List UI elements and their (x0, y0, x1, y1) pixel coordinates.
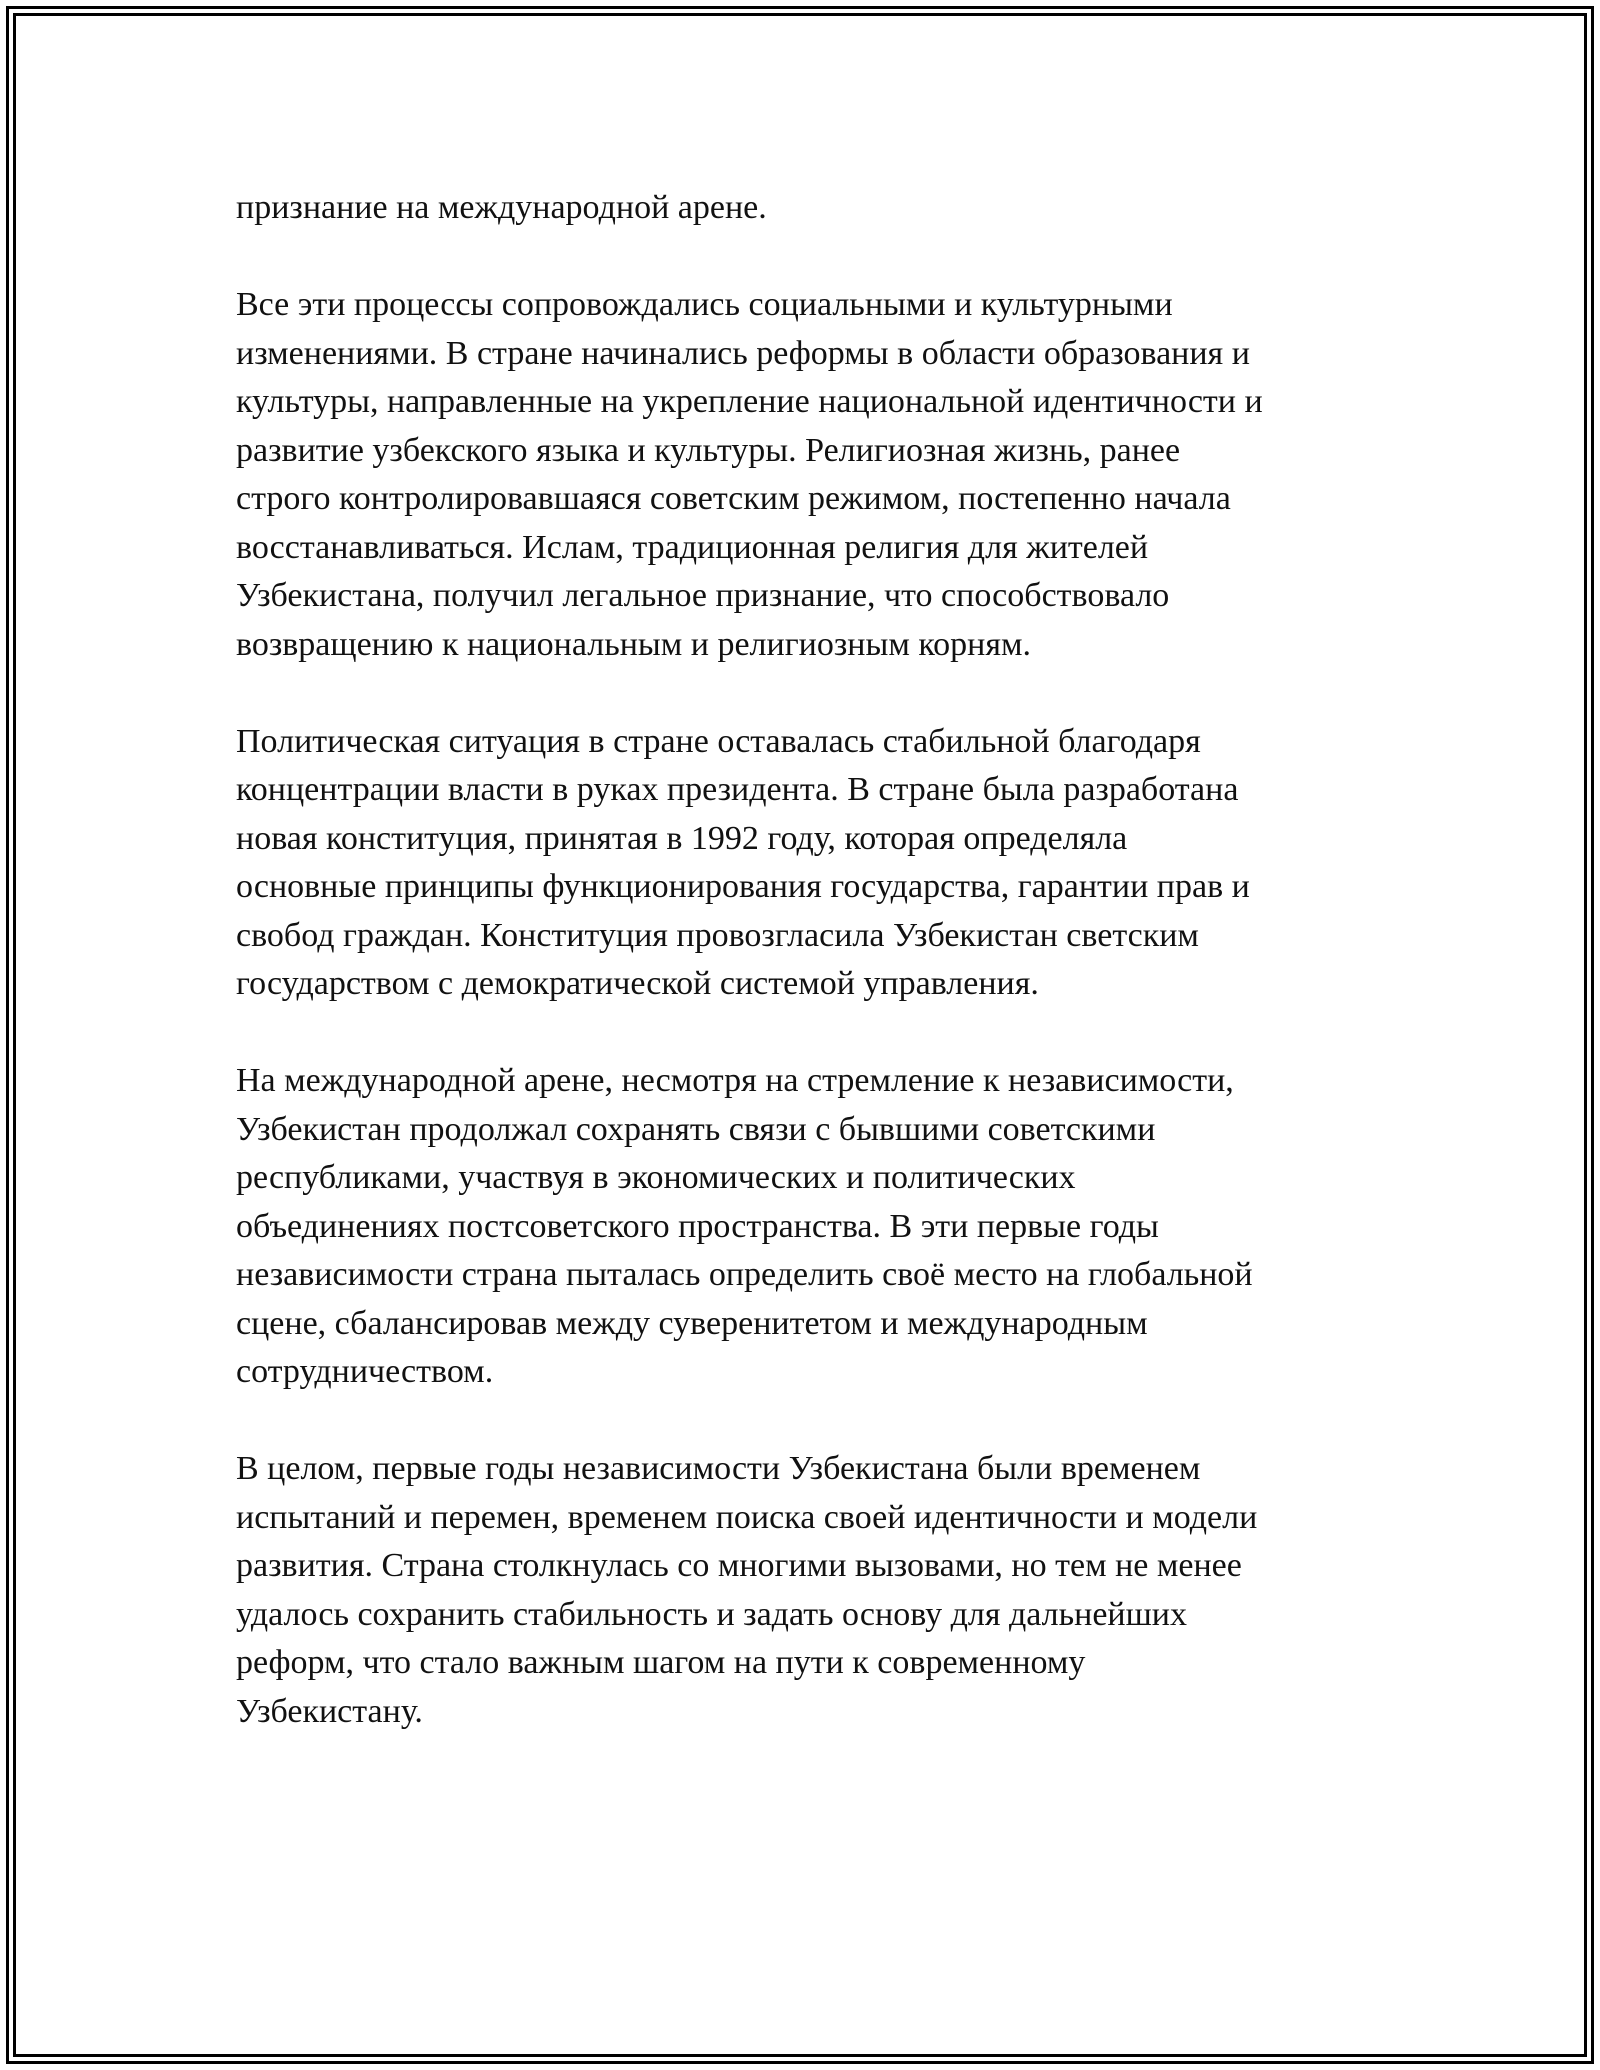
text-line: сотрудничеством. (236, 1353, 494, 1390)
text-line: развитие узбекского языка и культуры. Религиозная жизнь, ранее (236, 431, 1181, 469)
paragraph-5 (236, 1445, 1376, 1736)
text-line: восстанавливаться. Ислам, традиционная религия для жителей (236, 528, 1149, 566)
text-line: государством с демократической системой управления. (236, 965, 1039, 1002)
text-line: В целом, первые годы независимости Узбекистана были временем (236, 1450, 1201, 1487)
text-line: возвращению к национальным и религиозным корням. (236, 625, 1031, 663)
text-line: свобод граждан. Конституция провозгласила Узбекистан светским (236, 916, 1199, 954)
text-line: новая конституция, принятая в 1992 году, которая определяла (236, 819, 1128, 857)
text-line: Политическая ситуация в стране оставалась стабильной благодаря (236, 722, 1201, 760)
text-line: Узбекистан продолжал сохранять связи с бывшими советскими (236, 1110, 1156, 1148)
text-line: Все эти процессы сопровождались социальными и культурными (236, 286, 1173, 323)
paragraph-3 (236, 718, 1376, 1009)
text-line: реформ, что стало важным шагом на пути к современному (236, 1644, 1086, 1681)
text-line: независимости страна пыталась определить своё место на глобальной (236, 1256, 1253, 1293)
text-line: Узбекистану. (236, 1692, 423, 1730)
text-line: сцене, сбалансировав между суверенитетом и международным (236, 1304, 1148, 1342)
paragraph-4 (236, 1057, 1376, 1397)
text-line: признание на международной арене. (236, 189, 767, 226)
text-line: На международной арене, несмотря на стремление к независимости, (236, 1062, 1234, 1099)
text-line: основные принципы функционирования государства, гарантии прав и (236, 868, 1250, 905)
text-line: строго контролировавшаяся советским режимом, постепенно начала (236, 480, 1231, 517)
document-body (236, 184, 1376, 1785)
text-line: Узбекистана, получил легальное признание, что способствовало (236, 577, 1170, 614)
paragraph-1 (236, 184, 1376, 233)
text-line: республиками, участвуя в экономических и политических (236, 1159, 1076, 1196)
text-line: изменениями. В стране начинались реформы в области образования и (236, 334, 1250, 372)
paragraph-2 (236, 281, 1376, 669)
text-line: испытаний и перемен, временем поиска своей идентичности и модели (236, 1498, 1258, 1536)
text-line: развития. Страна столкнулась со многими вызовами, но тем не менее (236, 1547, 1242, 1584)
text-line: объединениях постсоветского пространства. В эти первые годы (236, 1207, 1159, 1245)
text-line: концентрации власти в руках президента. В стране была разработана (236, 771, 1239, 808)
text-line: удалось сохранить стабильность и задать основу для дальнейших (236, 1595, 1188, 1633)
text-line: культуры, направленные на укрепление национальной идентичности и (236, 383, 1263, 420)
